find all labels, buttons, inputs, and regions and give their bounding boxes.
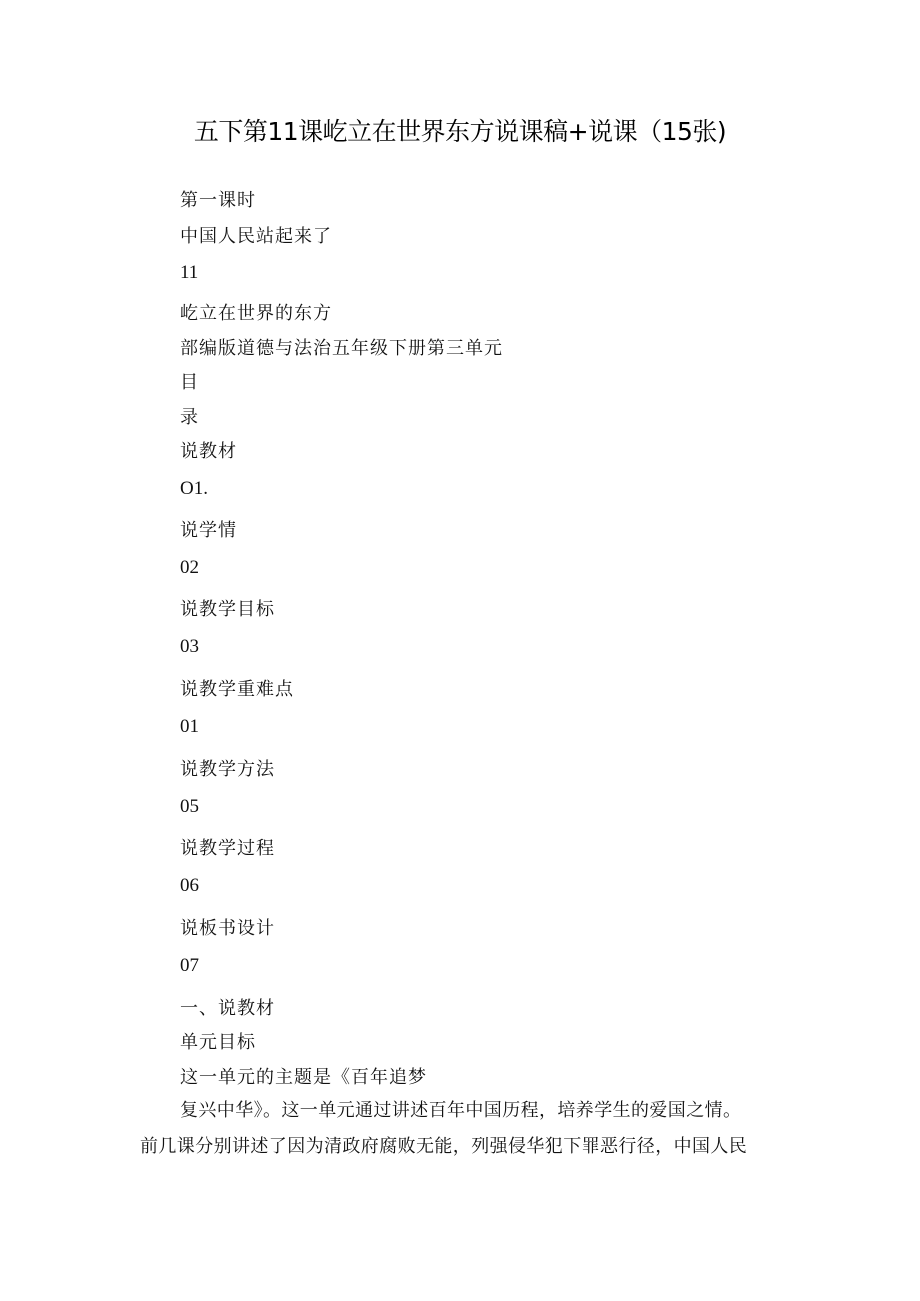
toc-item-label: 说教材 xyxy=(180,441,237,462)
toc-item-number: 06 xyxy=(180,875,199,896)
toc-item-label: 说学情 xyxy=(180,520,237,541)
paragraph-line: 复兴中华》。这一单元通过讲述百年中国历程，培养学生的爱国之情。 xyxy=(180,1100,742,1121)
text-line: 录 xyxy=(180,407,199,428)
paragraph-line: 前几课分别讲述了因为清政府腐败无能，列强侵华犯下罪恶行径，中国人民 xyxy=(140,1136,748,1157)
toc-item-label: 说教学方法 xyxy=(180,759,275,780)
text-line: 中国人民站起来了 xyxy=(180,226,332,247)
text-line: 屹立在世界的东方 xyxy=(180,303,332,324)
text-line: 目 xyxy=(180,372,199,393)
toc-item-label: 说教学过程 xyxy=(180,838,275,859)
toc-item-number: 02 xyxy=(180,557,199,578)
toc-item-number: 03 xyxy=(180,636,199,657)
text-line: 第一课时 xyxy=(180,190,256,211)
toc-item-number: 07 xyxy=(180,955,199,976)
subsection-heading: 单元目标 xyxy=(180,1032,256,1053)
toc-item-number: 01 xyxy=(180,716,199,737)
document-title: 五下第11课屹立在世界东方说课稿+说课（15张) xyxy=(193,117,727,146)
toc-item-number: 05 xyxy=(180,796,199,817)
toc-item-label: 说教学目标 xyxy=(180,599,275,620)
toc-item-number: O1. xyxy=(180,478,208,499)
text-line: 这一单元的主题是《百年追梦 xyxy=(180,1067,427,1088)
toc-item-label: 说教学重难点 xyxy=(180,679,294,700)
text-line: 11 xyxy=(180,262,199,283)
text-line: 部编版道德与法治五年级下册第三单元 xyxy=(180,338,503,359)
section-heading: 一、说教材 xyxy=(180,998,275,1019)
toc-item-label: 说板书设计 xyxy=(180,918,275,939)
